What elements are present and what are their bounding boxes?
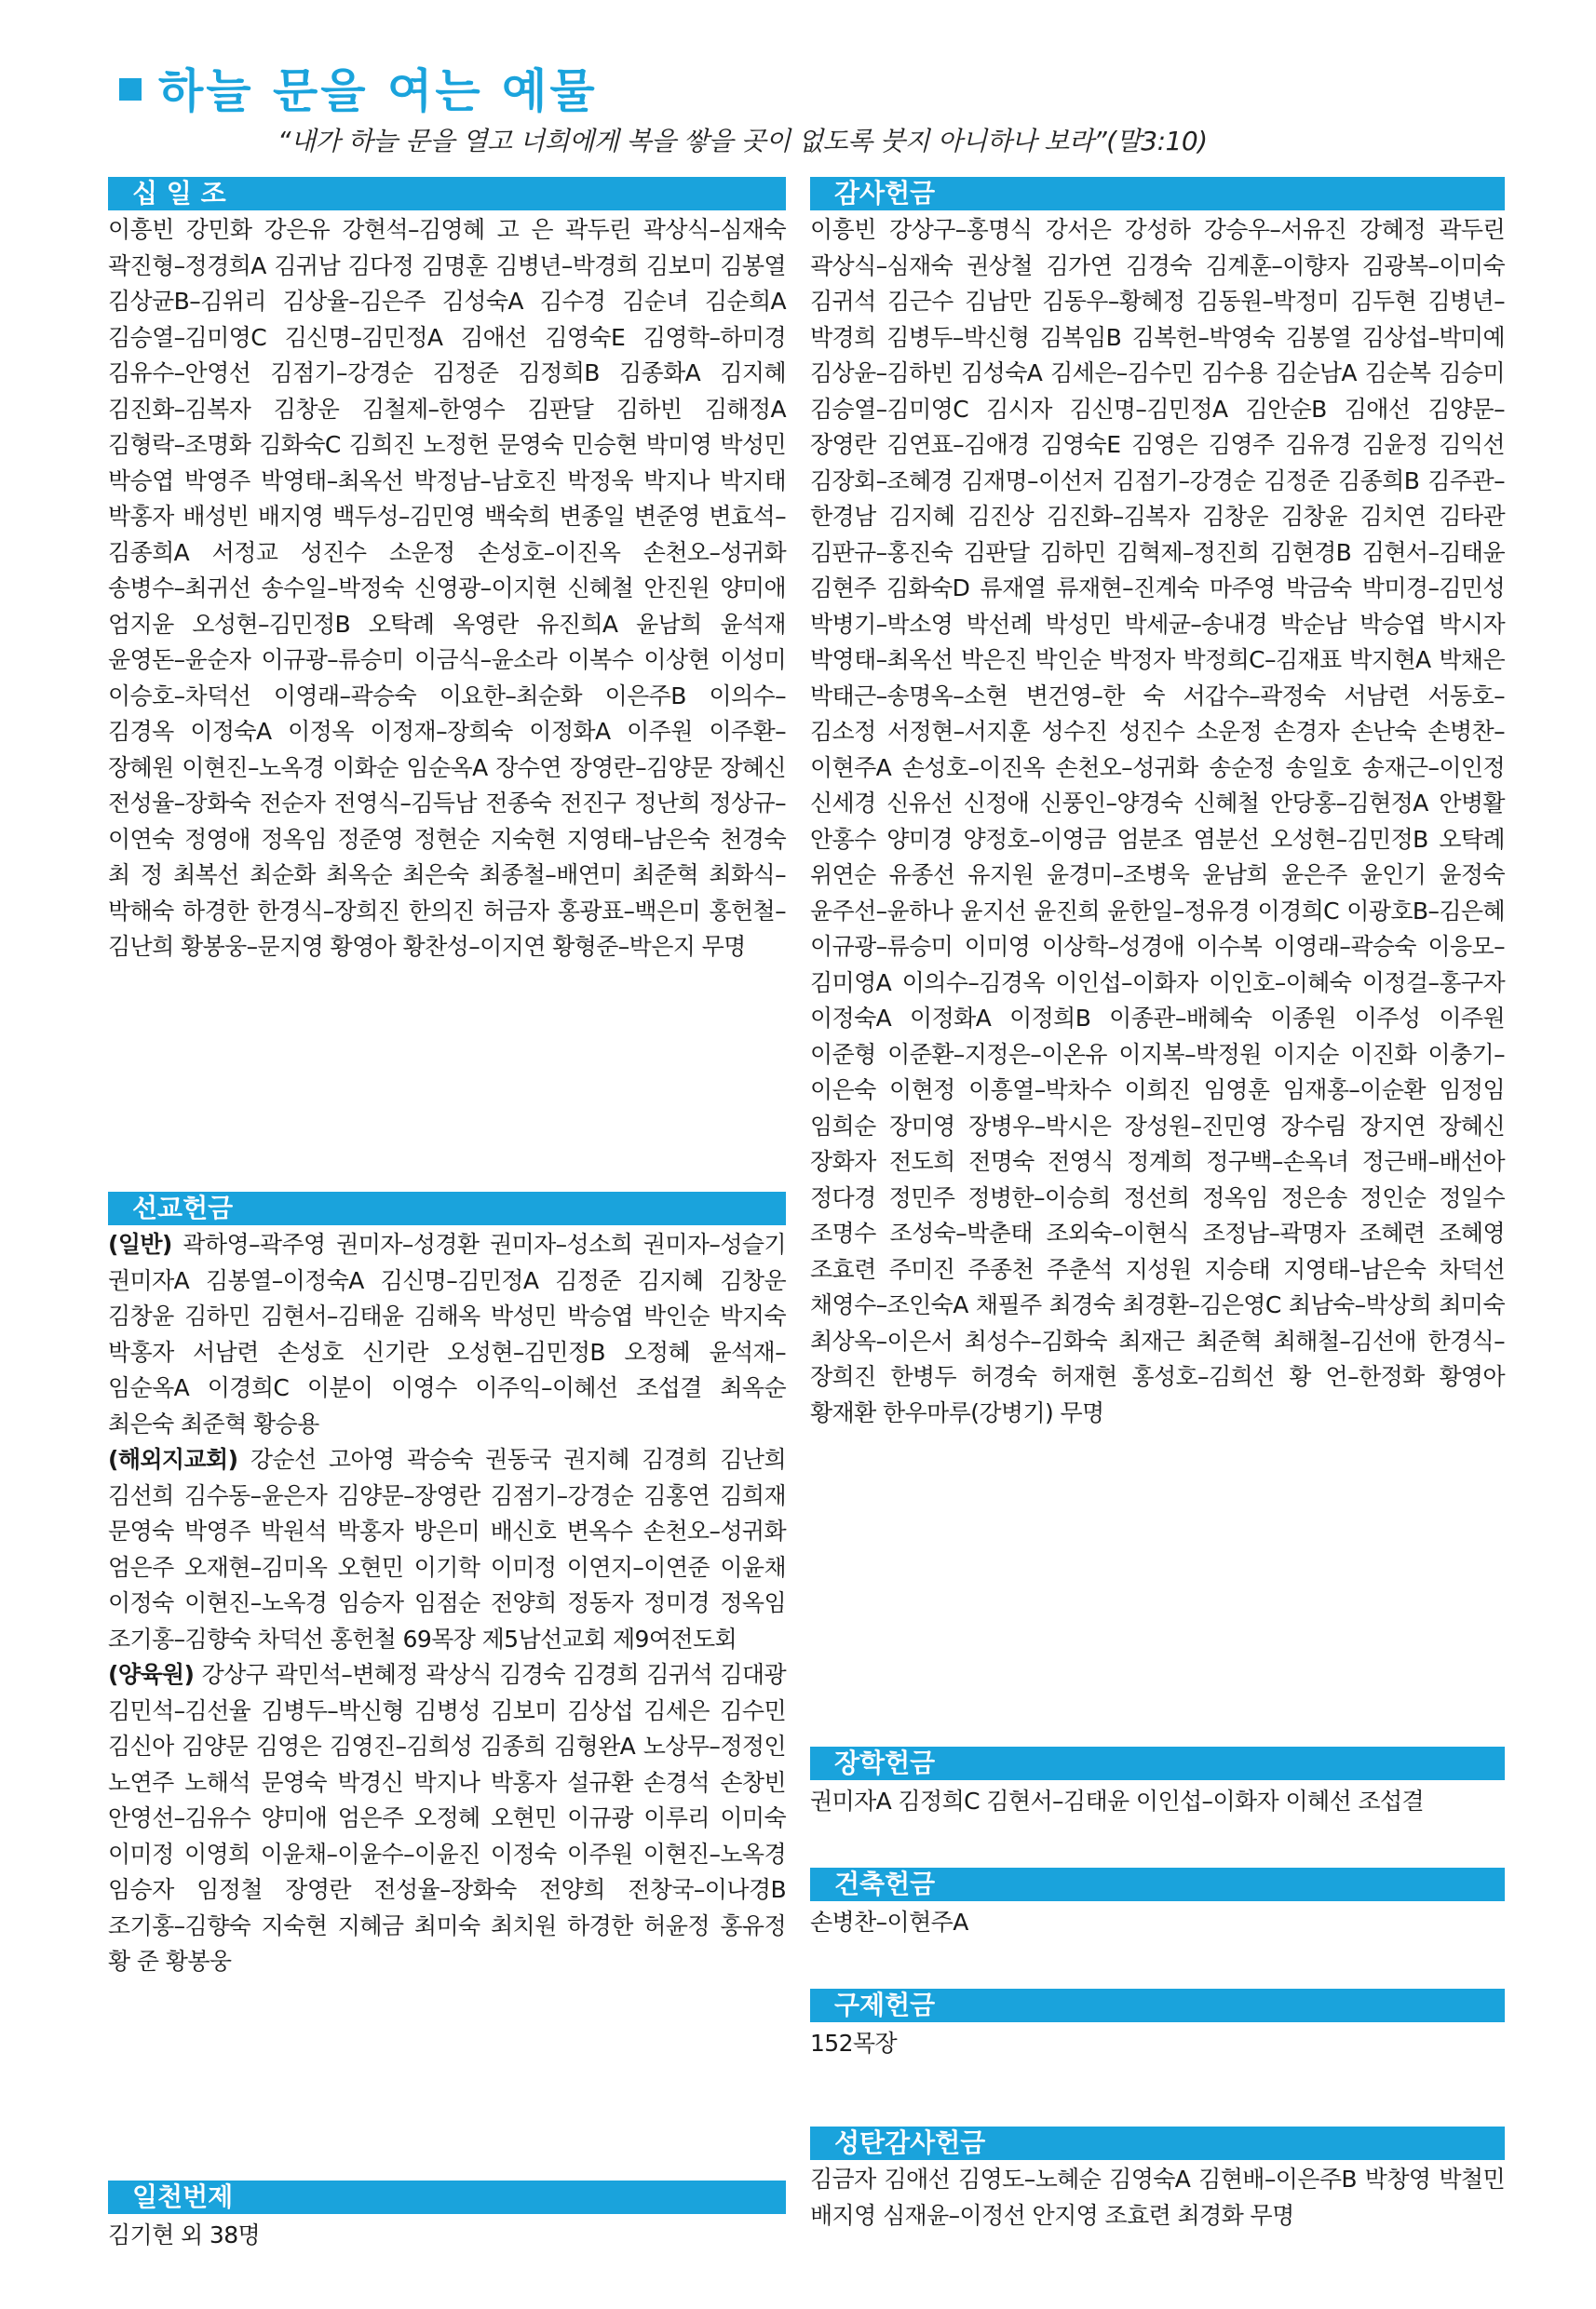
christmas-section	[810, 2127, 1505, 2234]
mission-text	[108, 1227, 786, 1980]
relief-section	[810, 1989, 1505, 2062]
firstfruits-heading: 일천번제	[108, 2181, 786, 2214]
firstfruits-section	[108, 2181, 786, 2254]
mission-section	[108, 1192, 786, 1980]
mission-general-paragraph	[108, 1227, 786, 1442]
mission-general-label: (일반)	[108, 1231, 172, 1258]
mission-overseas-names: 강순선 고아영 곽승숙 권동국 권지혜 김경희 김난희 김선희 김수동–윤은자 김양문–장영란 김점기–강경순 김홍연 김희재 문영숙 박영주 박원석 박홍자 방은미 배신호 변옥수 손천오–성귀화 엄은주 오재현–김미옥 오현민 이기학 이미정 이연지–이연준 이윤채 이정숙 이현진–노옥경 임승자 임점순 전양희 정동자 정미경 정옥임 조기홍–김향숙 차덕선 홍헌철 69목장 제5남선교회 제9여전도회	[108, 1446, 786, 1653]
thanks-heading: 감사헌금	[810, 177, 1505, 210]
tithe-section	[108, 177, 786, 965]
relief-names: 152목장	[810, 2030, 898, 2057]
mission-heading: 선교헌금	[108, 1192, 786, 1225]
building-section	[810, 1868, 1505, 1941]
mission-orphanage-paragraph	[108, 1657, 786, 1980]
mission-overseas-label: (해외지교회)	[108, 1446, 238, 1473]
building-names: 손병찬–이현주A	[810, 1909, 968, 1936]
firstfruits-names: 김기현 외 38명	[108, 2221, 261, 2248]
mission-overseas-paragraph	[108, 1442, 786, 1657]
christmas-heading: 성탄감사헌금	[810, 2127, 1505, 2160]
scholarship-names: 권미자A 김정희C 김현서–김태윤 이인섭–이화자 이혜선 조섭결	[810, 1788, 1425, 1815]
scripture-verse: “내가 하늘 문을 열고 너희에게 복을 쌓을 곳이 없도록 붓지 아니하나 보라”(말3:10)	[277, 126, 1208, 156]
mission-general-names: 곽하영–곽주영 권미자–성경환 권미자–성소희 권미자–성슬기 권미자A 김봉열–이정숙A 김신명–김민정A 김정준 김지혜 김창운 김창윤 김하민 김현서–김태윤 김해옥 박성민 박승엽 박인순 박지숙 박홍자 서남련 손성호 신기란 오성현–김민정B 오정혜 윤석재–임순옥A 이경희C 이분이 이영수 이주익–이혜선 조섭결 최옥순 최은숙 최준혁 황승용	[108, 1231, 786, 1438]
mission-orphanage-label: (양육원)	[108, 1661, 195, 1688]
thanks-section	[810, 177, 1505, 1431]
christmas-names: 김금자 김애선 김영도–노혜순 김영숙A 김현배–이은주B 박창영 박철민 배지영 심재윤–이정선 안지영 조효련 최경화 무명	[810, 2166, 1505, 2229]
tithe-heading: 십 일 조	[108, 177, 786, 210]
scholarship-heading: 장학헌금	[810, 1747, 1505, 1780]
scholarship-section	[810, 1747, 1505, 1820]
title-bullet-square	[119, 78, 142, 101]
mission-orphanage-names: 강상구 곽민석–변혜정 곽상식 김경숙 김경희 김귀석 김대광 김민석–김선율 김병두–박신형 김병성 김보미 김상섭 김세은 김수민 김신아 김양문 김영은 김영진–김희성 김종희 김형완A 노상무–정정인 노연주 노해석 문영숙 박경신 박지나 박홍자 설규환 손경석 손창빈 안영선–김유수 양미애 엄은주 오정혜 오현민 이규광 이루리 이미숙 이미정 이영희 이윤채–이윤수–이윤진 이정숙 이주원 이현진–노옥경 임승자 임정철 장영란 전성율–장화숙 전양희 전창국–이나경B 조기홍–김향숙 지숙현 지혜금 최미숙 최치원 하경한 허윤정 홍유정 황 준 황봉웅	[108, 1661, 786, 1975]
tithe-names: 이흥빈 강민화 강은유 강현석–김영혜 고 은 곽두린 곽상식–심재숙 곽진형–정경희A 김귀남 김다정 김명훈 김병년–박경희 김보미 김봉열 김상균B–김위리 김상율–김은주 김성숙A 김수경 김순녀 김순희A 김승열–김미영C 김신명–김민정A 김애선 김영숙E 김영학–하미경 김유수–안영선 김점기–강경순 김정준 김정희B 김종화A 김지혜 김진화–김복자 김창운 김철제–한영수 김판달 김하빈 김해정A 김형락–조명화 김화숙C 김희진 노정헌 문영숙 민승현 박미영 박성민 박승엽 박영주 박영태–최옥선 박정남–남호진 박정욱 박지나 박지태 박홍자 배성빈 배지영 백두성–김민영 백숙희 변종일 변준영 변효석–김종희A 서정교 성진수 소운정 손성호–이진옥 손천오–성귀화 송병수–최귀선 송수일–박정숙 신영광–이지현 신혜철 안진원 양미애 엄지윤 오성현–김민정B 오탁례 옥영란 유진희A 윤남희 윤석재 윤영돈–윤순자 이규광–류승미 이금식–윤소라 이복수 이상현 이성미 이승호–차덕선 이영래–곽승숙 이요한–최순화 이은주B 이의수–김경옥 이정숙A 이정옥 이정재–장희숙 이정화A 이주원 이주환–장혜원 이현진–노옥경 이화순 임순옥A 장수연 장영란–김양문 장혜신 전성율–장화숙 전순자 전영식–김득남 전종숙 전진구 정난희 정상규–이연숙 정영애 정옥임 정준영 정현순 지숙현 지영태–남은숙 천경숙 최 정 최복선 최순화 최옥순 최은숙 최종철–배연미 최준혁 최화식–박해숙 하경한 한경식–장희진 한의진 허금자 홍광표–백은미 홍헌철–김난희 황봉웅–문지영 황영아 황찬성–이지연 황형준–박은지 무명	[108, 216, 786, 960]
thanks-names: 이흥빈 강상구–홍명식 강서은 강성하 강승우–서유진 강혜정 곽두린 곽상식–심재숙 권상철 김가연 김경숙 김계훈–이향자 김광복–이미숙 김귀석 김근수 김남만 김동우–황혜정 김동원–박정미 김두현 김병년–박경희 김병두–박신형 김복임B 김복헌–박영숙 김봉열 김상섭–박미예 김상윤–김하빈 김성숙A 김세은–김수민 김수용 김순남A 김순복 김승미 김승열–김미영C 김시자 김신명–김민정A 김안순B 김애선 김양문–장영란 김연표–김애경 김영숙E 김영은 김영주 김유경 김윤정 김익선 김장회–조혜경 김재명–이선저 김점기–강경순 김정준 김종희B 김주관–한경남 김지혜 김진상 김진화–김복자 김창운 김창윤 김치연 김타관 김판규–홍진숙 김판달 김하민 김혁제–정진희 김현경B 김현서–김태윤 김현주 김화숙D 류재열 류재현–진계숙 마주영 박금숙 박미경–김민성 박병기–박소영 박선례 박성민 박세균–송내경 박순남 박승엽 박시자 박영태–최옥선 박은진 박인순 박정자 박정희C–김재표 박지현A 박채은 박태근–송명옥–소현 변건영–한 숙 서갑수–곽정숙 서남련 서동호–김소정 서정현–서지훈 성수진 성진수 소운정 손경자 손난숙 손병찬–이현주A 손성호–이진옥 손천오–성귀화 송순정 송일호 송재근–이인정 신세경 신유선 신정애 신풍인–양경숙 신혜철 안당홍–김현정A 안병활 안홍수 양미경 양정호–이영금 엄분조 염분선 오성현–김민정B 오탁례 위연순 유종선 유지원 윤경미–조병욱 윤남희 윤은주 윤인기 윤정숙 윤주선–윤하나 윤지선 윤진희 윤한일–정유경 이경희C 이광호B–김은혜 이규광–류승미 이미영 이상학–성경애 이수복 이영래–곽승숙 이응모–김미영A 이의수–김경옥 이인섭–이화자 이인호–이혜숙 이정걸–홍구자 이정숙A 이정화A 이정희B 이종관–배혜숙 이종원 이주성 이주원 이준형 이준환–지정은–이온유 이지복–박정원 이지순 이진화 이충기–이은숙 이현정 이흥열–박차수 이희진 임영훈 임재홍–이순환 임정임 임희순 장미영 장병우–박시은 장성원–진민영 장수림 장지연 장혜신 장화자 전도희 전명숙 전영식 정계희 정구백–손옥녀 정근배–배선아 정다경 정민주 정병한–이승희 정선희 정옥임 정은송 정인순 정일수 조명수 조성숙–박춘태 조외숙–이현식 조정남–곽명자 조혜련 조혜영 조효련 주미진 주종천 주춘석 지성원 지승태 지영태–남은숙 차덕선 채영수–조인숙A 채필주 최경숙 최경환–김은영C 최남숙–박상희 최미숙 최상옥–이은서 최성수–김화숙 최재근 최준혁 최해철–김선애 한경식–장희진 한병두 허경숙 허재현 홍성호–김희선 황 언–한정화 황영아 황재환 한우마루(강병기) 무명	[810, 216, 1505, 1426]
building-heading: 건축헌금	[810, 1868, 1505, 1901]
page-title: 하늘 문을 여는 예물	[158, 64, 598, 118]
relief-heading: 구제헌금	[810, 1989, 1505, 2022]
